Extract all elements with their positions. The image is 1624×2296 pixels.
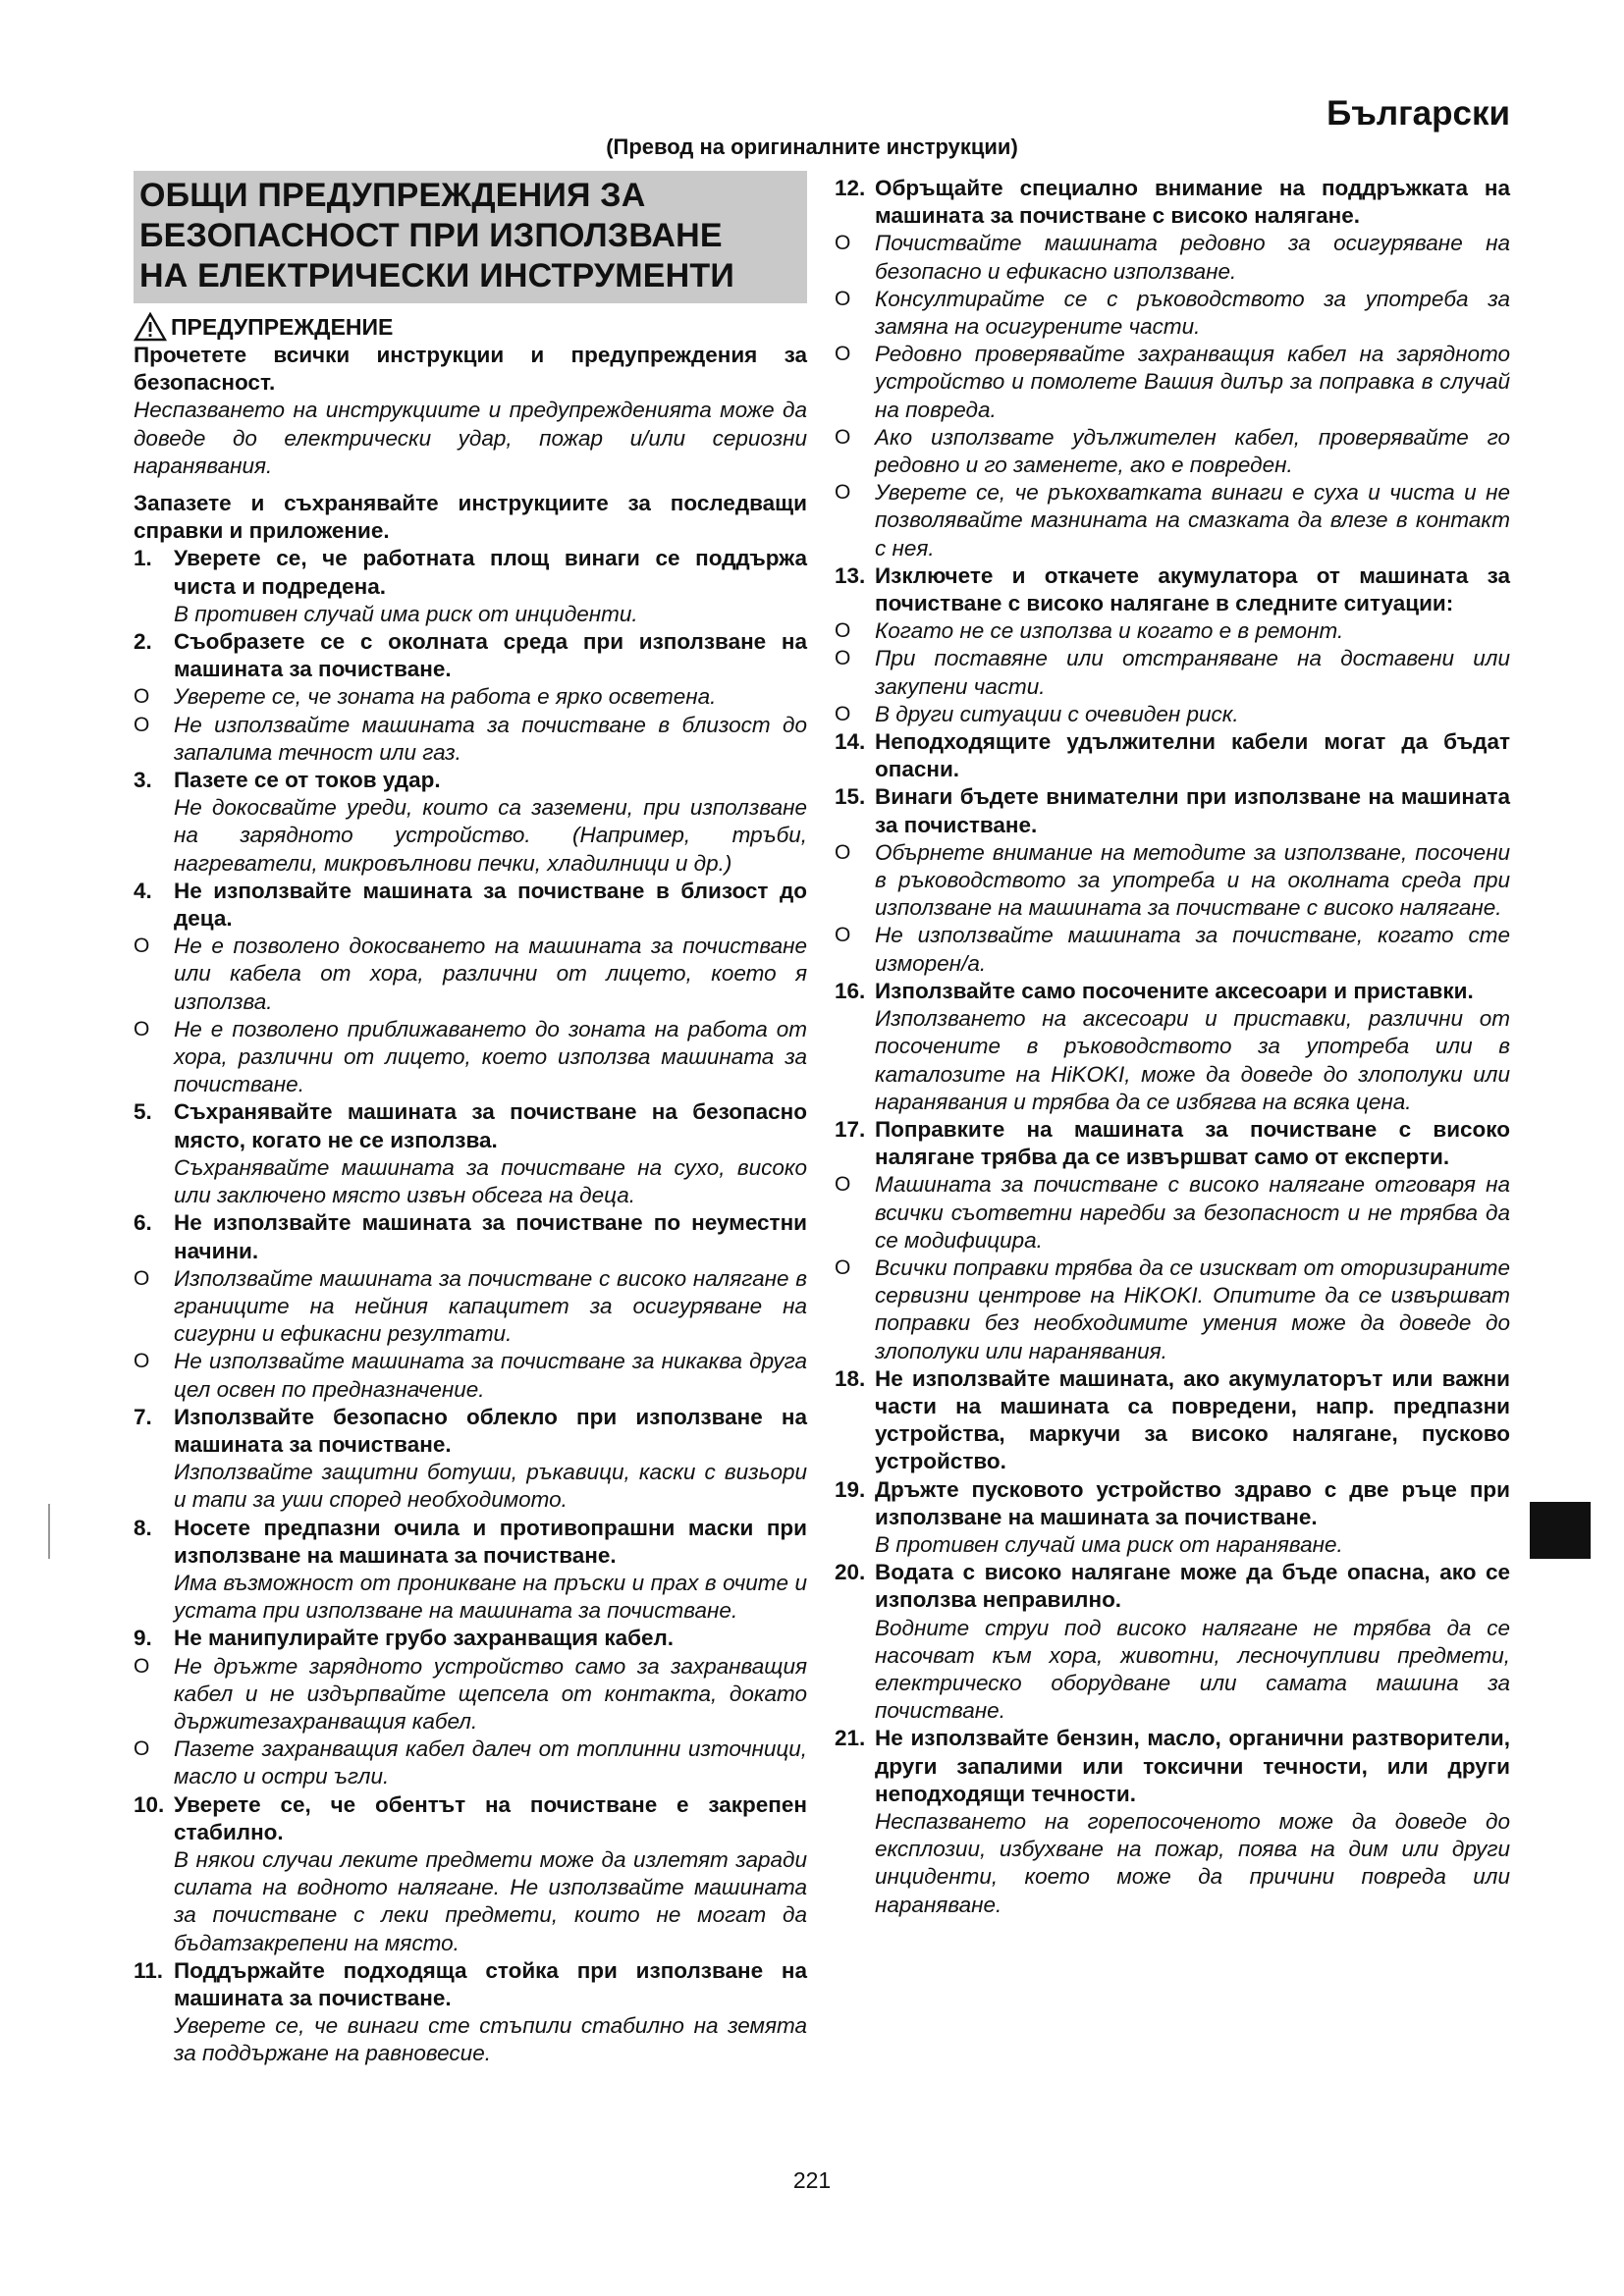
bullet-text: Когато не се използва и когато е в ремонт.: [875, 618, 1344, 644]
item-title: Уверете се, че обентът на почистване е закрепен стабилно.: [174, 1791, 807, 1844]
language-label: Български: [1326, 94, 1510, 133]
safety-item-heading: [835, 783, 1510, 838]
item-number: 21.: [835, 1726, 866, 1751]
item-number: 3.: [134, 768, 152, 793]
bullet-circle-icon: O: [134, 1017, 150, 1041]
safety-item: [134, 1515, 807, 1626]
item-description: В противен случай има риск от инциденти.: [174, 601, 638, 626]
safety-item-heading: [835, 1365, 1510, 1476]
page-number: 221: [792, 2167, 832, 2193]
bullet-circle-icon: O: [134, 1350, 150, 1373]
bullet-circle-icon: O: [835, 702, 851, 725]
section-tab: [1530, 1502, 1591, 1559]
bullet-item: [835, 230, 1510, 285]
bullet-circle-icon: O: [134, 1266, 150, 1290]
bullet-item: [835, 701, 1510, 728]
bullet-item: [835, 839, 1510, 923]
safety-item: [134, 1625, 807, 1790]
safety-item: [134, 1791, 807, 1957]
bullet-circle-icon: O: [134, 1654, 150, 1678]
bullet-item: [134, 1653, 807, 1736]
bullet-circle-icon: O: [134, 1737, 150, 1761]
bullet-circle-icon: O: [835, 232, 851, 255]
item-title: Пазете се от токов удар.: [174, 768, 441, 793]
item-number: 15.: [835, 784, 866, 810]
safety-item-heading: [134, 1791, 807, 1846]
safety-item: [835, 1559, 1510, 1725]
safety-item-heading: [835, 175, 1510, 230]
bullet-text: Не използвайте машината за почистване за никаква друга цел освен по предназначение.: [174, 1349, 807, 1402]
safety-item-heading: [835, 562, 1510, 617]
heading-line: НА ЕЛЕКТРИЧЕСКИ ИНСТРУМЕНТИ: [139, 257, 735, 294]
safety-item: [835, 978, 1510, 1116]
bullet-text: Не дръжте зарядното устройство само за захранващия кабел и не издърпвайте щепсела от контакта, докато държитезахранващия кабел.: [174, 1653, 807, 1734]
bullet-text: Всички поправки трябва да се изискват от оторизираните сервизни центрове на HiKOKI. Опитите да се извършват поправки без необходимите умения може да доведе до злополуки или наранявания.: [875, 1255, 1510, 1363]
warning-title-text: ПРЕДУПРЕЖДЕНИЕ: [171, 313, 394, 340]
keep-instructions-text: Запазете и съхранявайте инструкциите за последващи справки и приложение.: [134, 491, 807, 544]
safety-item-heading: [134, 545, 807, 600]
item-title: Дръжте пусковото устройство здраво с две ръце при използване на машината за почистване.: [875, 1476, 1510, 1529]
item-title: Изключете и откачете акумулатора от машината за почистване с високо налягане в следните ситуации:: [875, 562, 1510, 616]
bullet-text: Ако използвате удължителен кабел, проверявайте го редовно и го заменете, ако е повреден.: [875, 424, 1510, 478]
safety-item-heading: [835, 1116, 1510, 1171]
heading-line: БЕЗОПАСНОСТ ПРИ ИЗПОЛЗВАНЕ: [139, 217, 723, 254]
left-column: [134, 175, 807, 2068]
item-title: Използвайте само посочените аксесоари и приставки.: [875, 978, 1474, 1003]
safety-item: [134, 545, 807, 628]
item-description: Използвайте защитни ботуши, ръкавици, каски с визьори и тапи за уши според необходимото.: [174, 1460, 807, 1513]
safety-item: [835, 728, 1510, 783]
item-number: 5.: [134, 1099, 152, 1125]
item-description: Неспазването на горепосоченото може да доведе до експлозии, избухване на пожар, поява на дим или други инциденти, което може да причини повреда или нараняване.: [875, 1808, 1510, 1917]
bullet-item: [835, 424, 1510, 479]
safety-item-heading: [835, 1725, 1510, 1808]
item-description: Съхранявайте машината за почистване на сухо, високо или заключено място извън обсега на деца.: [174, 1154, 807, 1208]
item-number: 9.: [134, 1626, 152, 1651]
safety-item: [134, 767, 807, 878]
item-title: Уверете се, че работната площ винаги се поддържа чиста и подредена.: [174, 546, 807, 599]
bullet-item: [134, 1016, 807, 1099]
bullet-text: Консултирайте се с ръководството за употреба за замяна на осигурените части.: [875, 286, 1510, 340]
margin-mark: [48, 1504, 50, 1559]
safety-item: [134, 1098, 807, 1209]
warning-italic-text: Неспазването на инструкциите и предупрежденията може да доведе до електрически удар, пожар и/или сериозни наранявания.: [134, 398, 807, 478]
safety-item-heading: [134, 1957, 807, 2012]
item-title: Не използвайте машината за почистване в близост до деца.: [174, 878, 807, 932]
bullet-item: [835, 286, 1510, 341]
warning-title: [134, 312, 807, 342]
bullet-circle-icon: O: [835, 1255, 851, 1279]
item-description: В някои случаи леките предмети може да излетят заради силата на водното налягане. Не използвайте машината за почистване с леки предмети, които не могат да бъдатзакрепени на място.: [174, 1846, 807, 1955]
safety-item-heading: [134, 878, 807, 933]
bullet-item: [835, 479, 1510, 562]
item-title: Не използвайте бензин, масло, органични разтворители, други запалими или токсични течности, или други неподходящи течности.: [875, 1726, 1510, 1806]
bullet-item: [134, 1265, 807, 1349]
safety-item: [835, 1116, 1510, 1365]
bullet-text: Не използвайте машината за почистване в близост до запалима течност или газ.: [174, 712, 807, 765]
bullet-circle-icon: O: [835, 287, 851, 310]
item-number: 20.: [835, 1560, 866, 1585]
item-title: Обръщайте специално внимание на поддръжката на машината за почистване с високо налягане.: [875, 176, 1510, 229]
bullet-text: Машината за почистване с високо налягане отговаря на всички съответни наредби за безопасност и не трябва да се модифицира.: [875, 1172, 1510, 1253]
item-number: 7.: [134, 1404, 152, 1429]
item-title: Винаги бъдете внимателни при използване на машината за почистване.: [875, 784, 1510, 837]
bullet-item: [835, 1255, 1510, 1365]
item-description: Не докосвайте уреди, които са заземени, при използване на зарядното устройство. (Например, тръби, нагреватели, микровълнови печки, хладилници и др.): [174, 795, 807, 876]
item-description: В противен случай има риск от нараняване.: [875, 1531, 1343, 1557]
safety-list-right: [835, 175, 1510, 1919]
safety-item-heading: [134, 628, 807, 683]
bullet-item: [835, 1171, 1510, 1255]
item-title: Не използвайте машината за почистване по неуместни начини.: [174, 1210, 807, 1263]
safety-item: [134, 1404, 807, 1515]
bullet-text: Използвайте машината за почистване с високо налягане в границите на нейния капацитет за осигуряване на сигурни и ефикасни резултати.: [174, 1265, 807, 1347]
safety-item: [835, 175, 1510, 562]
warning-triangle-icon: [134, 312, 167, 342]
bullet-text: Уверете се, че ръкохватката винаги е суха и чиста и не позволявайте мазнината на смазката да влезе в контакт с нея.: [875, 480, 1510, 561]
item-number: 1.: [134, 546, 152, 571]
bullet-text: При поставяне или отстраняване на доставени или закупени части.: [875, 646, 1510, 699]
safety-item-heading: [134, 1515, 807, 1570]
bullet-text: Обърнете внимание на методите за използване, посочени в ръководството за употреба и на околната среда при използване на машината за почистване с високо налягане.: [875, 839, 1510, 921]
safety-item-heading: [134, 1209, 807, 1264]
safety-item-heading: [134, 1404, 807, 1459]
item-title: Носете предпазни очила и противопрашни маски при използване на машината за почистване.: [174, 1515, 807, 1568]
safety-item-heading: [835, 1476, 1510, 1531]
item-number: 6.: [134, 1210, 152, 1236]
safety-item-heading: [134, 767, 807, 794]
bullet-circle-icon: O: [835, 343, 851, 366]
warning-bold-text: Прочетете всички инструкции и предупреждения за безопасност.: [134, 343, 807, 396]
item-number: 17.: [835, 1116, 866, 1142]
item-title: Водата с високо налягане може да бъде опасна, ако се използва неправилно.: [875, 1560, 1510, 1613]
item-number: 18.: [835, 1365, 866, 1391]
item-number: 12.: [835, 176, 866, 200]
item-description: Използването на аксесоари и приставки, различни от посочените в ръководството за употреба или в каталозите на HiKOKI, може да доведе до злополуки или наранявания и трябва да се избягва на всяка цена.: [875, 1006, 1510, 1114]
safety-item: [835, 783, 1510, 977]
bullet-item: [835, 341, 1510, 424]
item-title: Поддържайте подходяща стойка при използване на машината за почистване.: [174, 1957, 807, 2010]
bullet-text: Почиствайте машината редовно за осигуряване на безопасно и ефикасно използване.: [875, 231, 1510, 284]
bullet-text: Не е позволено докосването на машината за почистване или кабела от хора, различни от лицето, което я използва.: [174, 934, 807, 1014]
bullet-text: Уверете се, че зоната на работа е ярко осветена.: [174, 684, 717, 710]
heading-line: ОБЩИ ПРЕДУПРЕЖДЕНИЯ ЗА: [139, 177, 646, 214]
bullet-circle-icon: O: [134, 713, 150, 736]
safety-item-heading: [835, 1559, 1510, 1614]
item-number: 10.: [134, 1791, 165, 1817]
safety-item: [134, 878, 807, 1099]
right-column: [835, 175, 1510, 1919]
item-number: 19.: [835, 1476, 866, 1502]
item-number: 13.: [835, 562, 866, 588]
bullet-item: [134, 933, 807, 1016]
bullet-item: [835, 645, 1510, 700]
safety-item-heading: [835, 728, 1510, 783]
bullet-circle-icon: O: [835, 619, 851, 643]
safety-item: [134, 628, 807, 767]
item-title: Поправките на машината за почистване с високо налягане трябва да се извършват само от експерти.: [875, 1116, 1510, 1170]
bullet-item: [835, 617, 1510, 645]
item-number: 14.: [835, 729, 866, 755]
item-description: Водните струи под високо налягане не трябва да се насочват към хора, животни, лесночупливи предмети, електрическо оборудване или самата машина за почистване.: [875, 1615, 1510, 1724]
bullet-circle-icon: O: [835, 924, 851, 947]
item-title: Не манипулирайте грубо захранващия кабел.: [174, 1626, 675, 1651]
bullet-circle-icon: O: [835, 840, 851, 864]
bullet-circle-icon: O: [835, 425, 851, 449]
bullet-circle-icon: O: [134, 685, 150, 709]
item-title: Съхранявайте машината за почистване на безопасно място, когато не се използва.: [174, 1099, 807, 1152]
section-heading: [134, 171, 807, 303]
safety-item: [835, 1476, 1510, 1560]
bullet-item: [835, 922, 1510, 977]
bullet-item: [134, 1735, 807, 1790]
item-title: Не използвайте машината, ако акумулаторът или важни части на машината са повредени, напр. предпазни устройства, маркучи за високо налягане, пусково устройство.: [875, 1365, 1510, 1474]
bullet-circle-icon: O: [134, 934, 150, 958]
bullet-circle-icon: O: [835, 1173, 851, 1197]
item-number: 8.: [134, 1515, 152, 1540]
bullet-item: [134, 1348, 807, 1403]
safety-item: [835, 562, 1510, 728]
item-number: 11.: [134, 1957, 164, 1983]
safety-item: [835, 1725, 1510, 1918]
item-title: Неподходящите удължителни кабели могат да бъдат опасни.: [875, 729, 1510, 782]
bullet-circle-icon: O: [835, 481, 851, 505]
safety-item-heading: [835, 978, 1510, 1005]
safety-item: [134, 1209, 807, 1403]
safety-item: [835, 1365, 1510, 1476]
safety-item: [134, 1957, 807, 2068]
safety-item-heading: [134, 1098, 807, 1153]
translation-note: (Превод на оригиналните инструкции): [606, 134, 1018, 159]
bullet-item: [134, 683, 807, 711]
item-description: Има възможност от проникване на пръски и прах в очите и устата при използване на машината за почистване.: [174, 1570, 807, 1624]
item-number: 2.: [134, 629, 152, 655]
bullet-text: Редовно проверявайте захранващия кабел на зарядното устройство и помолете Вашия дилър за поправка в случай на повреда.: [875, 342, 1510, 422]
bullet-text: Не е позволено приближаването до зоната на работа от хора, различни от лицето, което използва машината за почистване.: [174, 1016, 807, 1097]
bullet-text: Не използвайте машината за почистване, когато сте изморен/а.: [875, 923, 1510, 976]
item-title: Използвайте безопасно облекло при използване на машината за почистване.: [174, 1404, 807, 1457]
item-number: 16.: [835, 978, 866, 1003]
safety-item-heading: [134, 1625, 807, 1652]
item-description: Уверете се, че винаги сте стъпили стабилно на земята за поддържане на равновесие.: [174, 2013, 807, 2066]
bullet-text: Пазете захранващия кабел далеч от топлинни източници, масло и остри ъгли.: [174, 1736, 807, 1789]
bullet-circle-icon: O: [835, 647, 851, 670]
item-number: 4.: [134, 878, 152, 903]
bullet-text: В други ситуации с очевиден риск.: [875, 701, 1239, 726]
item-title: Съобразете се с околната среда при използване на машината за почистване.: [174, 629, 807, 682]
bullet-item: [134, 712, 807, 767]
safety-list-left: [134, 545, 807, 2067]
